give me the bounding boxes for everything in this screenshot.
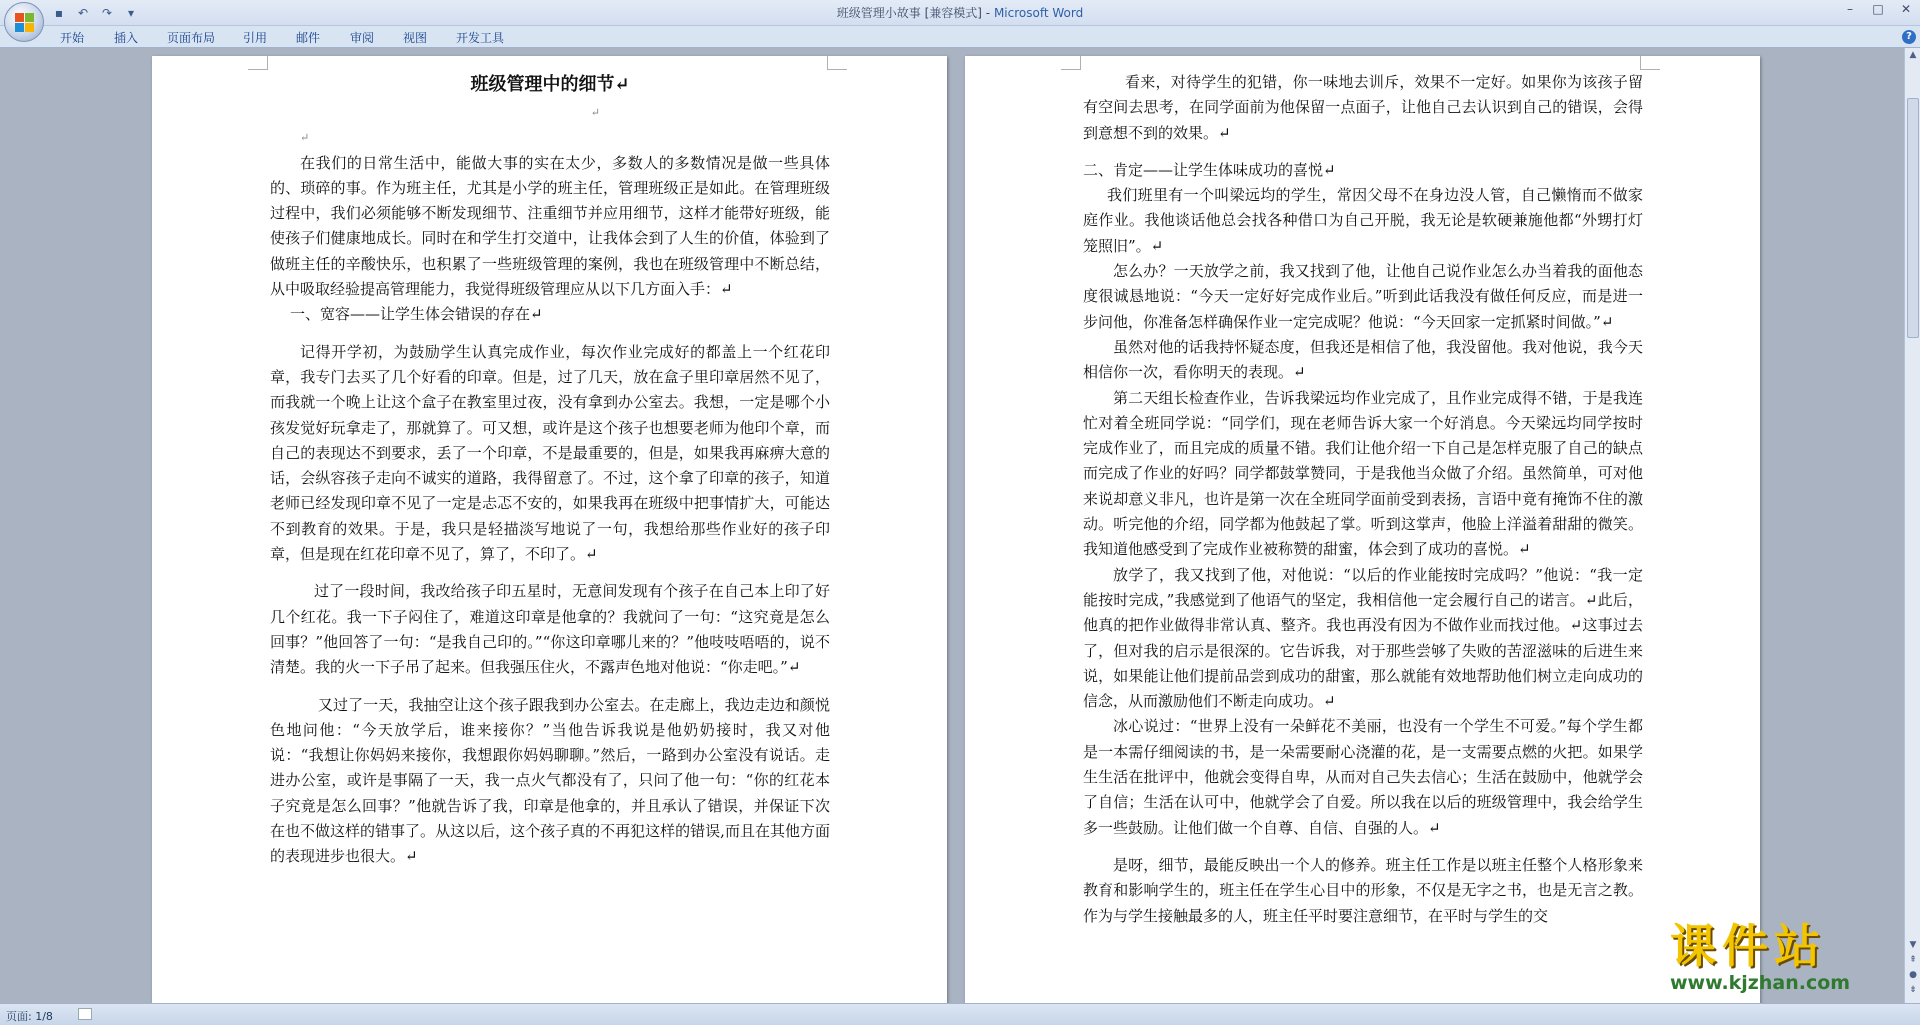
tab-page-layout[interactable]: 页面布局 — [167, 31, 216, 45]
scroll-thumb[interactable] — [1907, 98, 1919, 338]
scroll-up-icon[interactable]: ▲ — [1909, 50, 1917, 60]
office-button[interactable] — [4, 2, 44, 42]
maximize-button[interactable]: □ — [1872, 2, 1884, 16]
tab-review[interactable]: 审阅 — [350, 31, 375, 45]
minimize-button[interactable]: – — [1847, 2, 1853, 16]
paragraph-mark: ↵ — [300, 131, 310, 145]
paragraph: 过了一段时间，我改给孩子印五星时，无意间发现有个孩子在自己本上印了好几个红花。我一下子闷住了，难道这印章是他拿的？我就问了一句：“这究竟是怎么回事？”他回答了一句：“是我自己印的。”“你这印章哪儿来的？”他吱吱唔唔的，说不清楚。我的火一下子吊了起来。但我强压住火，不露声色地对他说：“你走吧。”↵ — [270, 582, 830, 677]
close-button[interactable]: ✕ — [1900, 2, 1912, 16]
page-1-text[interactable] — [270, 70, 830, 870]
app-name: Microsoft Word — [993, 6, 1084, 20]
spell-check-icon[interactable] — [78, 1008, 92, 1020]
save-icon[interactable]: ▪ — [54, 6, 64, 20]
paragraph: 记得开学初，为鼓励学生认真完成作业，每次作业完成好的都盖上一个红花印章，我专门去买了几个好看的印章。但是，过了几天，放在盒子里印章居然不见了，而我就一个晚上让这个盒子在教室里过夜，没有拿到办公室去。我想，一定是哪个小孩发觉好玩拿走了，那就算了。可又想，或许是这个孩子也想要老师为他印个章，而自己的表现达不到要求，丢了一个印章，不是最重要的，但是，如果我再麻痹大意的话，会纵容孩子走向不诚实的道路，我得留意了。不过，这个拿了印章的孩子，知道老师已经发现印章不见了一定是忐忑不安的，如果我再在班级中把事情扩大，可能达不到教育的效果。于是，我只是轻描淡写地说了一句，我想给那些作业好的孩子印章，但是现在红花印章不见了，算了，不印了。↵ — [270, 342, 830, 564]
paragraph-mark: ↵ — [590, 106, 600, 119]
redo-icon[interactable]: ↷ — [101, 6, 113, 20]
tab-developer[interactable]: 开发工具 — [456, 31, 505, 45]
scroll-down-icon[interactable]: ▼ — [1909, 940, 1917, 950]
vertical-scrollbar[interactable] — [1904, 48, 1920, 1003]
section-heading: 二、肯定——让学生体味成功的喜悦↵ — [1083, 160, 1336, 179]
window-title: 班级管理小故事 [兼容模式] - Microsoft Word — [836, 6, 1084, 20]
tab-home[interactable]: 开始 — [60, 31, 85, 45]
paragraph: 在我们的日常生活中，能做大事的实在太少，多数人的多数情况是做一些具体的、琐碎的事。作为班主任，尤其是小学的班主任，管理班级正是如此。在管理班级过程中，我们必须能够不断发现细节、注重细节并应用细节，这样才能带好班级，能使孩子们健康地成长。同时在和学生打交道中，让我体会到了人生的价值，体验到了做班主任的辛酸快乐，也积累了一些班级管理的案例，我也在班级管理中不断总结，从中吸取经验提高管理能力，我觉得班级管理应从以下几方面入手：↵ — [270, 153, 830, 299]
watermark-url: www.kjzhan.com — [1670, 972, 1851, 994]
paragraph: 又过了一天，我抽空让这个孩子跟我到办公室去。在走廊上，我边走边和颜悦色地问他：“今天放学后，谁来接你？”当他告诉我说是他奶奶接时，我又对他说：“我想让你妈妈来接你，我想跟你妈妈聊聊。”然后，一路到办公室没有说话。走进办公室，或许是事隔了一天，我一点火气都没有了，只问了他一句：“你的红花本子究竟是怎么回事？”他就告诉了我，印章是他拿的，并且承认了错误，并保证下次在也不做这样的错事了。从这以后，这个孩子真的不再犯这样的错误,而且在其他方面的表现进步也很大。↵ — [270, 695, 830, 866]
undo-icon[interactable]: ↶ — [77, 6, 89, 20]
office-logo-icon — [15, 13, 35, 33]
ribbon-tabs — [0, 26, 1920, 48]
select-browse-object-icon[interactable]: ● — [1909, 970, 1917, 980]
watermark-logo — [1670, 920, 1910, 1000]
window-controls — [1836, 0, 1920, 18]
margin-mark — [827, 56, 847, 70]
page-indicator[interactable]: 页面: 1/8 — [6, 1010, 53, 1023]
paragraph: 第二天组长检查作业，告诉我梁远均作业完成了，且作业完成得不错，于是我连忙对着全班同学说：“同学们，现在老师告诉大家一个好消息。今天梁远均同学按时完成作业了，而且完成的质量不错。我们让他介绍一下自己是怎样克服了自己的缺点而完成了作业的好吗？同学都鼓掌赞同，于是我他当众做了介绍。虽然简单，可对他来说却意义非凡，也许是第一次在全班同学面前受到表扬，言语中竟有掩饰不住的激动。听完他的介绍，同学都为他鼓起了掌。听到这掌声，他脸上洋溢着甜甜的微笑。我知道他感受到了完成作业被称赞的甜蜜，体会到了成功的喜悦。↵ — [1083, 388, 1643, 559]
paragraph: 看来，对待学生的犯错，你一味地去训斥，效果不一定好。如果你为该孩子留有空间去思考，在同学面前为他保留一点面子，让他自己去认识到自己的错误，会得到意想不到的效果。↵ — [1083, 73, 1643, 142]
paragraph: 虽然对他的话我持怀疑态度，但我还是相信了他，我没留他。我对他说，我今天相信你一次，看你明天的表现。↵ — [1083, 337, 1643, 382]
paragraph: 怎么办？一天放学之前，我又找到了他，让他自己说作业怎么办当着我的面他态度很诚恳地说：“今天一定好好完成作业后。”听到此话我没有做任何反应，而是进一步问他，你准备怎样确保作业一定完成呢？他说：“今天回家一定抓紧时间做。”↵ — [1083, 262, 1643, 331]
document-area — [0, 48, 1904, 1003]
customize-icon[interactable]: ▾ — [127, 6, 135, 20]
margin-mark — [1640, 56, 1660, 70]
status-bar — [0, 1003, 1920, 1025]
tab-view[interactable]: 视图 — [403, 31, 428, 45]
paragraph: 是呀，细节，最能反映出一个人的修养。班主任工作是以班主任整个人格形象来教育和影响学生的，班主任在学生心目中的形象，不仅是无字之书，也是无言之教。作为与学生接触最多的人，班主任平时要注意细节，在平时与学生的交 — [1083, 855, 1643, 925]
title-bar — [0, 0, 1920, 26]
section-heading: 一、宽容——让学生体会错误的存在↵ — [290, 305, 543, 324]
page-1 — [152, 56, 947, 1003]
paragraph: 冰心说过：“世界上没有一朵鲜花不美丽，也没有一个学生不可爱。”每个学生都是一本需仔细阅读的书，是一朵需要耐心浇灌的花，是一支需要点燃的火把。如果学生生活在批评中，他就会变得自卑，从而对自己失去信心；生活在鼓励中，他就学会了自信；生活在认可中，他就学会了自爱。所以我在以后的班级管理中，我会给学生多一些鼓励。让他们做一个自尊、自信、自强的人。↵ — [1083, 717, 1643, 837]
document-title: 班级管理中的细节↵ — [470, 74, 630, 95]
next-page-icon[interactable]: ⇟ — [1909, 985, 1917, 995]
margin-mark — [248, 56, 268, 70]
help-icon[interactable]: ? — [1902, 30, 1916, 44]
watermark-brand: 课件站 — [1670, 919, 1826, 973]
margin-mark — [1061, 56, 1081, 70]
previous-page-icon[interactable]: ⇞ — [1909, 955, 1917, 965]
tab-mailings[interactable]: 邮件 — [296, 31, 321, 45]
page-2-text[interactable] — [1083, 70, 1643, 929]
tab-insert[interactable]: 插入 — [114, 31, 139, 45]
paragraph: 我们班里有一个叫梁远均的学生，常因父母不在身边没人管，自己懒惰而不做家庭作业。我他谈话他总会找各种借口为自己开脱，我无论是软硬兼施他都“外甥打灯笼照旧”。↵ — [1083, 186, 1643, 255]
paragraph: 放学了，我又找到了他，对他说：“以后的作业能按时完成吗？”他说：“我一定能按时完成，”我感觉到了他语气的坚定，我相信他一定会履行自己的诺言。↵此后，他真的把作业做得非常认真、整齐。我也再没有因为不做作业而找过他。↵这事过去了，但对我的启示是很深的。它告诉我，对于那些尝够了失败的苦涩滋味的后进生来说，如果能让他们提前品尝到成功的甜蜜，那么就能有效地帮助他们树立走向成功的信念，从而激励他们不断走向成功。↵ — [1083, 565, 1643, 711]
tab-references[interactable]: 引用 — [243, 31, 268, 45]
page-2 — [965, 56, 1760, 1003]
document-name: 班级管理小故事 [兼容模式] — [836, 6, 982, 20]
